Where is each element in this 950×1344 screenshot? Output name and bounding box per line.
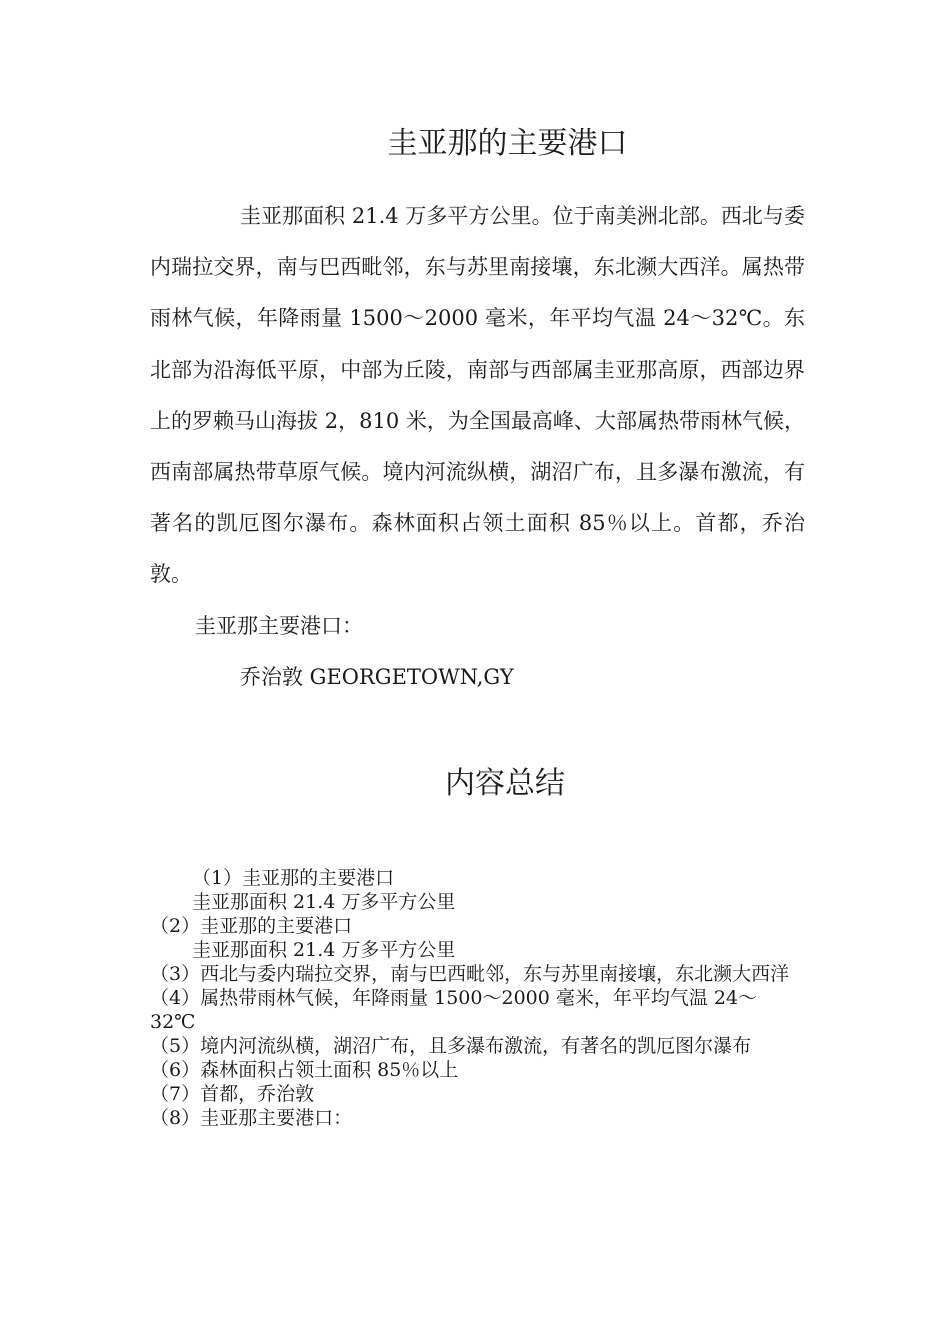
- summary-title: 内容总结: [445, 766, 565, 801]
- body-paragraph: 圭亚那面积 21.4 万多平方公里。位于南美洲北部。西北与委内瑞拉交界，南与巴西毗邻，东与苏里南接壤，东北濒大西洋。属热带雨林气候，年降雨量 1500～2000 毫米，年平均气温 24～32℃。东北部为沿海低平原，中部为丘陵，南部与西部属圭亚那高原，西部边界上的罗赖马山海拔 2，810 米，为全国最高峰、大部属热带雨林气候，西南部属热带草原气候。境内河流纵横，湖沼广布，且多瀑布激流，有著名的凯厄图尔瀑布。森林面积占领土面积 85％以上。首都，乔治敦。: [150, 204, 805, 587]
- summary-item: （8）圭亚那主要港口：: [150, 1107, 353, 1129]
- summary-item: （1）圭亚那的主要港口: [192, 867, 395, 889]
- summary-list: [150, 866, 790, 1130]
- summary-item: 圭亚那面积 21.4 万多平方公里: [192, 891, 456, 913]
- summary-item: （4）属热带雨林气候，年降雨量 1500～2000 毫米，年平均气温 24～32℃: [150, 987, 758, 1033]
- document-title: 圭亚那的主要港口: [387, 126, 628, 161]
- summary-item: （6）森林面积占领土面积 85％以上: [150, 1059, 459, 1081]
- summary-item: （5）境内河流纵横，湖沼广布，且多瀑布激流，有著名的凯厄图尔瀑布: [150, 1035, 752, 1057]
- ports-item: 乔治敦 GEORGETOWN,GY: [240, 665, 514, 689]
- ports-label: 圭亚那主要港口：: [195, 614, 363, 638]
- summary-item: （2）圭亚那的主要港口: [150, 915, 353, 937]
- summary-item: （7）首都，乔治敦: [150, 1083, 315, 1105]
- summary-item: 圭亚那面积 21.4 万多平方公里: [192, 939, 456, 961]
- summary-item: （3）西北与委内瑞拉交界，南与巴西毗邻，东与苏里南接壤，东北濒大西洋: [150, 963, 790, 985]
